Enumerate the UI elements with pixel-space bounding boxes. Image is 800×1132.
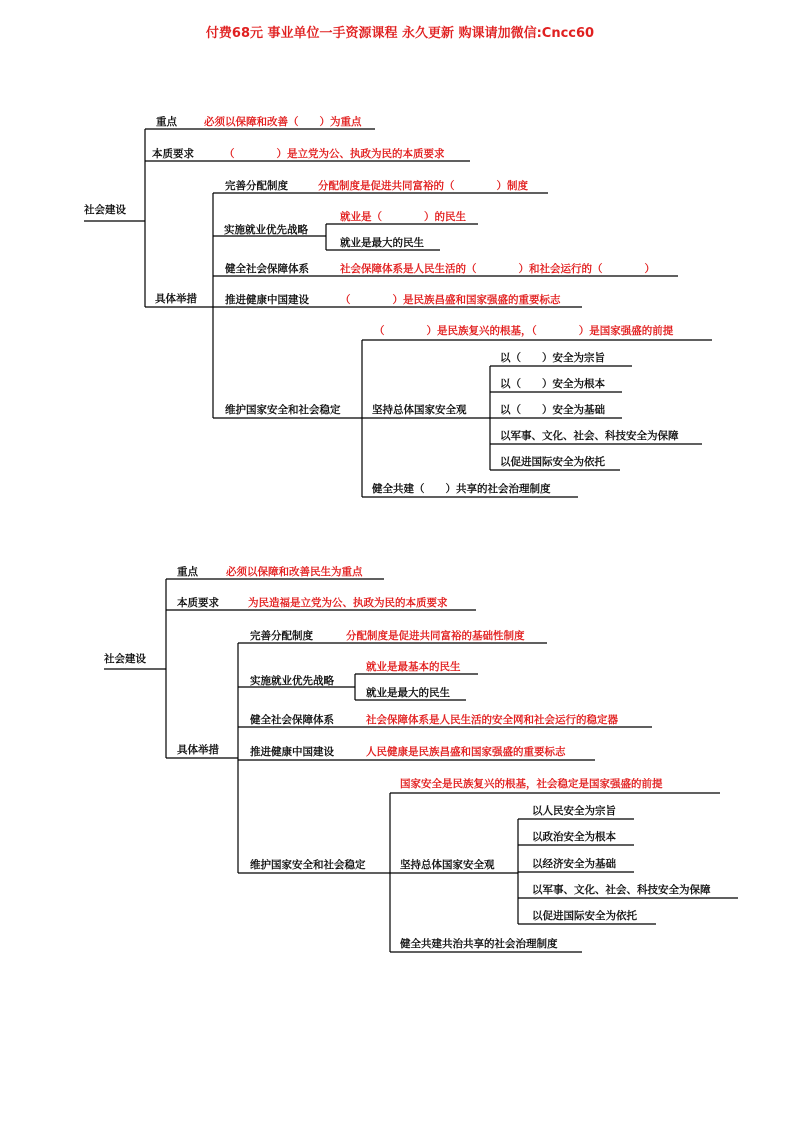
overall-item-4: 以军事、文化、社会、科技安全为保障 <box>500 430 679 442</box>
essential-text: （ ）是立党为公、执政为民的本质要求 <box>224 148 445 160</box>
health-text: 人民健康是民族昌盛和国家强盛的重要标志 <box>366 746 566 758</box>
overall-item-2: 以（ ）安全为根本 <box>500 378 605 390</box>
distribution-text: 分配制度是促进共同富裕的基础性制度 <box>346 630 525 642</box>
security-system-text: 社会保障体系是人民生活的（ ）和社会运行的（ ） <box>340 263 655 275</box>
watermark-header: 付费68元 事业单位一手资源课程 永久更新 购课请加微信:Cncc60 <box>205 26 595 41</box>
distribution-label: 完善分配制度 <box>250 630 313 642</box>
health-label: 推进健康中国建设 <box>250 746 334 758</box>
employment-item-1: 就业是（ ）的民生 <box>340 211 466 223</box>
root-node: 社会建设 <box>84 204 126 216</box>
national-top-text: （ ）是民族复兴的根基，（ ）是国家强盛的前提 <box>374 325 674 337</box>
security-system-label: 健全社会保障体系 <box>225 263 309 275</box>
overall-item-3: 以（ ）安全为基础 <box>500 404 605 416</box>
overall-item-4: 以军事、文化、社会、科技安全为保障 <box>532 884 711 896</box>
national-security-label: 维护国家安全和社会稳定 <box>250 859 366 871</box>
employment-label: 实施就业优先战略 <box>224 224 308 236</box>
governance-text: 健全共建（ ）共享的社会治理制度 <box>372 483 551 495</box>
key-point-text: 必须以保障和改善民生为重点 <box>226 566 363 578</box>
governance-text: 健全共建共治共享的社会治理制度 <box>400 938 558 950</box>
employment-item-1: 就业是最基本的民生 <box>366 661 461 673</box>
national-top-text: 国家安全是民族复兴的根基，社会稳定是国家强盛的前提 <box>400 778 663 790</box>
measures-label: 具体举措 <box>155 293 197 305</box>
key-point-text: 必须以保障和改善（ ）为重点 <box>204 116 362 128</box>
essential-text: 为民造福是立党为公、执政为民的本质要求 <box>248 597 448 609</box>
root-node: 社会建设 <box>104 653 146 665</box>
distribution-text: 分配制度是促进共同富裕的（ ）制度 <box>318 180 528 192</box>
key-point-label: 重点 <box>177 566 198 578</box>
overall-item-5: 以促进国际安全为依托 <box>500 456 605 468</box>
overall-item-1: 以（ ）安全为宗旨 <box>500 352 605 364</box>
employment-label: 实施就业优先战略 <box>250 675 334 687</box>
overall-item-5: 以促进国际安全为依托 <box>532 910 637 922</box>
security-system-text: 社会保障体系是人民生活的安全网和社会运行的稳定器 <box>366 714 618 726</box>
overall-item-2: 以政治安全为根本 <box>532 831 616 843</box>
security-system-label: 健全社会保障体系 <box>250 714 334 726</box>
national-security-label: 维护国家安全和社会稳定 <box>225 404 341 416</box>
distribution-label: 完善分配制度 <box>225 180 288 192</box>
overall-item-1: 以人民安全为宗旨 <box>532 805 616 817</box>
overall-item-3: 以经济安全为基础 <box>532 858 616 870</box>
essential-label: 本质要求 <box>177 597 219 609</box>
employment-item-2: 就业是最大的民生 <box>366 687 450 699</box>
health-label: 推进健康中国建设 <box>225 294 309 306</box>
health-text: （ ）是民族昌盛和国家强盛的重要标志 <box>340 294 561 306</box>
overall-security-label: 坚持总体国家安全观 <box>400 859 495 871</box>
measures-label: 具体举措 <box>177 744 219 756</box>
overall-security-label: 坚持总体国家安全观 <box>372 404 467 416</box>
employment-item-2: 就业是最大的民生 <box>340 237 424 249</box>
essential-label: 本质要求 <box>152 148 194 160</box>
key-point-label: 重点 <box>156 116 177 128</box>
